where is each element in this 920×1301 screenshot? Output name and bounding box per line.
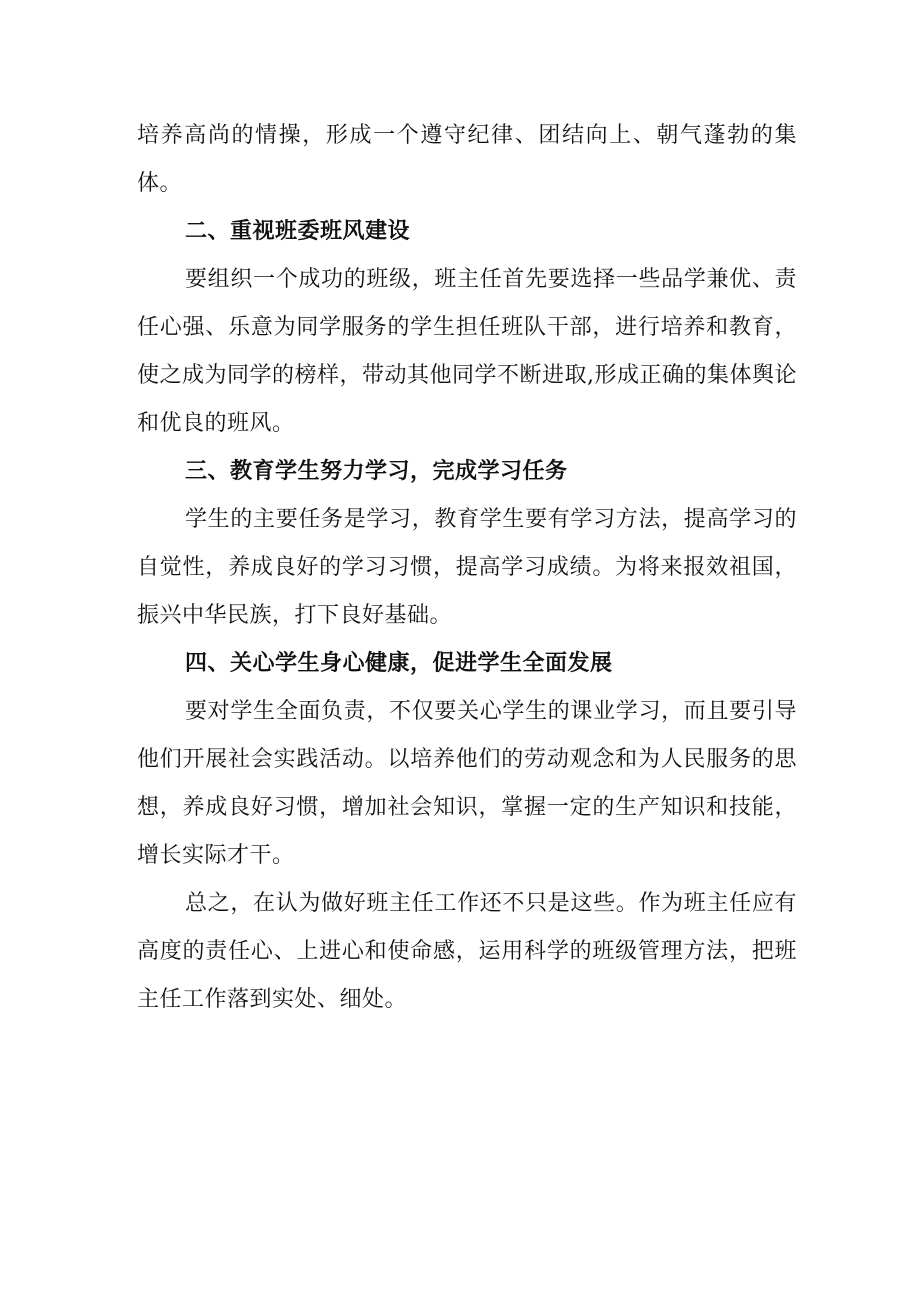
section-3-heading: 三、教育学生努力学习，完成学习任务 <box>185 459 568 484</box>
section-2-paragraph: 要组织一个成功的班级，班主任首先要选择一些品学兼优、责任心强、乐意为同学服务的学生担任班队干部，进行培养和教育，使之成为同学的榜样，带动其他同学不断进取,形成正确的集体舆论和优良的班风。 <box>137 267 797 436</box>
section-4-heading: 四、关心学生身心健康，促进学生全面发展 <box>185 651 613 676</box>
conclusion-paragraph: 总之，在认为做好班主任工作还不只是这些。作为班主任应有高度的责任心、上进心和使命感，运用科学的班级管理方法，把班主任工作落到实处、细处。 <box>137 891 797 1012</box>
section-3-paragraph: 学生的主要任务是学习，教育学生要有学习方法，提高学习的自觉性，养成良好的学习习惯，提高学习成绩。为将来报效祖国，振兴中华民族，打下良好基础。 <box>137 507 797 628</box>
document-body <box>137 112 797 1024</box>
intro-paragraph: 培养高尚的情操，形成一个遵守纪律、团结向上、朝气蓬勃的集体。 <box>137 123 797 196</box>
section-2-heading: 二、重视班委班风建设 <box>185 219 411 244</box>
section-4-paragraph: 要对学生全面负责，不仅要关心学生的课业学习，而且要引导他们开展社会实践活动。以培养他们的劳动观念和为人民服务的思想，养成良好习惯，增加社会知识，掌握一定的生产知识和技能，增长实际才干。 <box>137 699 797 868</box>
